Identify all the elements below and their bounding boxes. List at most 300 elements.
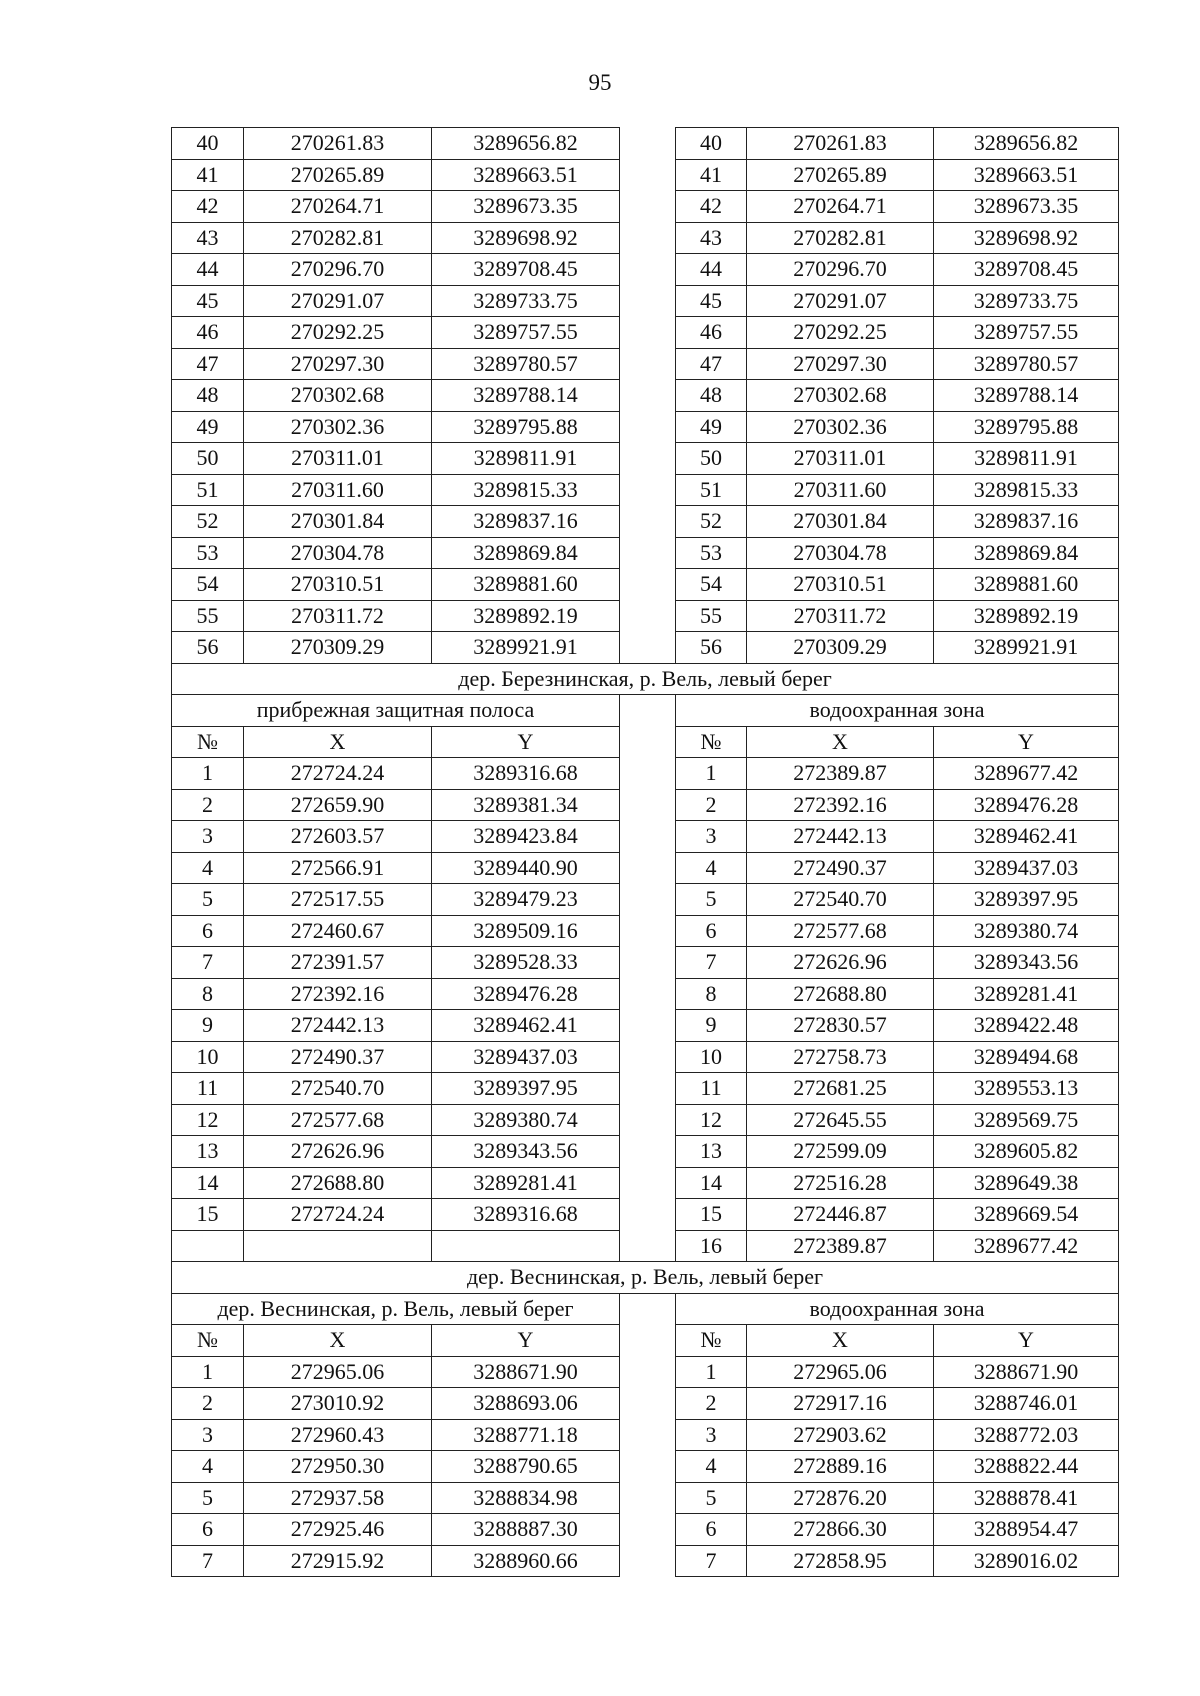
table-row [172,569,1119,601]
left-x-coordinate: 272950.30 [244,1451,432,1483]
column-gap [620,1136,676,1168]
column-gap [620,726,676,758]
left-y-coordinate: 3289673.35 [432,191,620,223]
right-y-coordinate: 3289669.54 [934,1199,1119,1231]
left-y-coordinate: 3288790.65 [432,1451,620,1483]
left-y-coordinate: 3288693.06 [432,1388,620,1420]
right-x-coordinate: 270311.60 [747,474,934,506]
left-x-coordinate: 270311.72 [244,600,432,632]
right-point-number: 5 [676,1482,747,1514]
left-point-number: 11 [172,1073,244,1105]
table-row [172,1482,1119,1514]
column-gap [620,443,676,475]
right-x-coordinate: 270282.81 [747,222,934,254]
right-point-number: 1 [676,758,747,790]
right-x-coordinate: 272389.87 [747,1230,934,1262]
right-x-coordinate: 270309.29 [747,632,934,664]
left-x-coordinate: 272915.92 [244,1545,432,1577]
left-point-number: 6 [172,1514,244,1546]
column-gap [620,348,676,380]
right-x-coordinate: 272903.62 [747,1419,934,1451]
left-subheader: дер. Веснинская, р. Вель, левый берег [172,1293,620,1325]
left-x-coordinate: 270311.01 [244,443,432,475]
right-point-number: 53 [676,537,747,569]
right-point-number: 45 [676,285,747,317]
right-point-number: 9 [676,1010,747,1042]
left-x-coordinate: 270302.68 [244,380,432,412]
table-row [172,1136,1119,1168]
section-subheader-row [172,1293,1119,1325]
column-gap [620,1419,676,1451]
right-point-number: 50 [676,443,747,475]
right-y-coordinate: 3289494.68 [934,1041,1119,1073]
right-y-coordinate: 3289811.91 [934,443,1119,475]
table-row [172,537,1119,569]
right-y-coordinate: 3289569.75 [934,1104,1119,1136]
right-x-coordinate: 272889.16 [747,1451,934,1483]
left-x-coordinate: 270304.78 [244,537,432,569]
left-point-number: 7 [172,947,244,979]
left-point-number: 53 [172,537,244,569]
column-gap [620,222,676,254]
column-gap [620,947,676,979]
right-point-number: 43 [676,222,747,254]
table-row [172,254,1119,286]
left-y-header: Y [432,726,620,758]
column-gap [620,884,676,916]
left-point-number: 5 [172,884,244,916]
left-y-coordinate: 3289795.88 [432,411,620,443]
right-point-number: 7 [676,1545,747,1577]
left-y-coordinate: 3289423.84 [432,821,620,853]
right-y-coordinate: 3289881.60 [934,569,1119,601]
right-y-header: Y [934,726,1119,758]
left-y-coordinate: 3289316.68 [432,1199,620,1231]
column-gap [620,569,676,601]
left-point-number: 12 [172,1104,244,1136]
column-gap [620,915,676,947]
left-point-number: 51 [172,474,244,506]
column-gap [620,128,676,160]
left-x-coordinate: 272391.57 [244,947,432,979]
table-row [172,1451,1119,1483]
left-y-coordinate: 3289281.41 [432,1167,620,1199]
right-subheader: водоохранная зона [676,1293,1119,1325]
left-point-number: 7 [172,1545,244,1577]
left-y-coordinate: 3289663.51 [432,159,620,191]
table-row [172,474,1119,506]
right-point-number: 15 [676,1199,747,1231]
table-row [172,1514,1119,1546]
left-y-coordinate: 3289316.68 [432,758,620,790]
right-y-coordinate: 3289656.82 [934,128,1119,160]
right-point-number: 46 [676,317,747,349]
right-x-coordinate: 272917.16 [747,1388,934,1420]
left-point-number: 10 [172,1041,244,1073]
left-x-coordinate: 272960.43 [244,1419,432,1451]
left-point-number: 42 [172,191,244,223]
left-y-coordinate: 3289780.57 [432,348,620,380]
right-x-coordinate: 270301.84 [747,506,934,538]
table-row [172,884,1119,916]
section-title-row [172,1262,1119,1294]
column-gap [620,1325,676,1357]
left-y-coordinate: 3289437.03 [432,1041,620,1073]
right-y-coordinate: 3289757.55 [934,317,1119,349]
column-gap [620,1388,676,1420]
table-row [172,411,1119,443]
table-row [172,1104,1119,1136]
column-gap [620,695,676,727]
right-y-coordinate: 3288671.90 [934,1356,1119,1388]
column-gap [620,537,676,569]
right-y-coordinate: 3289708.45 [934,254,1119,286]
right-point-number: 52 [676,506,747,538]
right-x-coordinate: 270261.83 [747,128,934,160]
column-gap [620,1356,676,1388]
right-x-coordinate: 270311.01 [747,443,934,475]
right-x-coordinate: 272830.57 [747,1010,934,1042]
left-x-coordinate: 270291.07 [244,285,432,317]
left-x-coordinate: 270297.30 [244,348,432,380]
right-y-coordinate: 3289795.88 [934,411,1119,443]
left-x-coordinate: 272442.13 [244,1010,432,1042]
column-gap [620,821,676,853]
table-row [172,915,1119,947]
right-x-coordinate: 272688.80 [747,978,934,1010]
column-gap [620,1167,676,1199]
left-number-header: № [172,726,244,758]
right-point-number: 2 [676,789,747,821]
right-point-number: 3 [676,821,747,853]
left-point-number: 4 [172,1451,244,1483]
left-point-number: 2 [172,789,244,821]
right-y-coordinate: 3289780.57 [934,348,1119,380]
right-x-coordinate: 272540.70 [747,884,934,916]
left-x-coordinate: 270310.51 [244,569,432,601]
right-x-header: X [747,726,934,758]
column-gap [620,1073,676,1105]
right-x-coordinate: 272490.37 [747,852,934,884]
left-y-coordinate: 3289869.84 [432,537,620,569]
column-gap [620,159,676,191]
right-y-header: Y [934,1325,1119,1357]
right-point-number: 8 [676,978,747,1010]
left-x-coordinate: 272626.96 [244,1136,432,1168]
left-point-number: 15 [172,1199,244,1231]
left-x-header: X [244,726,432,758]
right-number-header: № [676,1325,747,1357]
left-point-number: 48 [172,380,244,412]
left-point-number: 13 [172,1136,244,1168]
table-row [172,285,1119,317]
left-x-coordinate: 272603.57 [244,821,432,853]
table-row [172,222,1119,254]
right-point-number: 40 [676,128,747,160]
right-x-coordinate: 272442.13 [747,821,934,853]
left-x-coordinate: 272659.90 [244,789,432,821]
right-y-coordinate: 3289677.42 [934,1230,1119,1262]
right-y-coordinate: 3289476.28 [934,789,1119,821]
right-y-coordinate: 3289343.56 [934,947,1119,979]
left-y-coordinate: 3289509.16 [432,915,620,947]
left-x-coordinate: 270301.84 [244,506,432,538]
right-point-number: 16 [676,1230,747,1262]
left-x-coordinate: 270292.25 [244,317,432,349]
right-x-coordinate: 272876.20 [747,1482,934,1514]
column-gap [620,474,676,506]
left-x-header: X [244,1325,432,1357]
left-x-coordinate: 272577.68 [244,1104,432,1136]
column-gap [620,1451,676,1483]
left-y-coordinate: 3288960.66 [432,1545,620,1577]
left-point-number [172,1230,244,1262]
right-y-coordinate: 3289733.75 [934,285,1119,317]
right-y-coordinate: 3289677.42 [934,758,1119,790]
right-y-coordinate: 3289649.38 [934,1167,1119,1199]
column-gap [620,1230,676,1262]
left-x-coordinate: 270265.89 [244,159,432,191]
left-y-coordinate: 3289440.90 [432,852,620,884]
right-x-coordinate: 270292.25 [747,317,934,349]
left-y-coordinate: 3289921.91 [432,632,620,664]
left-point-number: 45 [172,285,244,317]
right-point-number: 51 [676,474,747,506]
left-point-number: 44 [172,254,244,286]
column-gap [620,852,676,884]
column-gap [620,1104,676,1136]
left-x-coordinate: 272490.37 [244,1041,432,1073]
right-y-coordinate: 3289397.95 [934,884,1119,916]
right-x-coordinate: 272626.96 [747,947,934,979]
left-y-header: Y [432,1325,620,1357]
left-y-coordinate: 3289733.75 [432,285,620,317]
section-subheader-row [172,695,1119,727]
left-y-coordinate: 3288834.98 [432,1482,620,1514]
page-number: 95 [588,70,612,95]
right-y-coordinate: 3289892.19 [934,600,1119,632]
right-x-header: X [747,1325,934,1357]
left-y-coordinate: 3289656.82 [432,128,620,160]
right-y-coordinate: 3289437.03 [934,852,1119,884]
left-x-coordinate [244,1230,432,1262]
right-x-coordinate: 272758.73 [747,1041,934,1073]
left-x-coordinate: 272688.80 [244,1167,432,1199]
left-x-coordinate: 272392.16 [244,978,432,1010]
right-y-coordinate: 3289673.35 [934,191,1119,223]
left-point-number: 3 [172,821,244,853]
left-point-number: 40 [172,128,244,160]
table-row [172,1230,1119,1262]
column-gap [620,191,676,223]
left-point-number: 50 [172,443,244,475]
column-gap [620,411,676,443]
right-x-coordinate: 270302.36 [747,411,934,443]
right-subheader: водоохранная зона [676,695,1119,727]
left-point-number: 54 [172,569,244,601]
right-point-number: 1 [676,1356,747,1388]
section-title: дер. Веснинская, р. Вель, левый берег [172,1262,1119,1294]
right-point-number: 7 [676,947,747,979]
left-point-number: 55 [172,600,244,632]
left-y-coordinate: 3289476.28 [432,978,620,1010]
table-row [172,1010,1119,1042]
left-x-coordinate: 272925.46 [244,1514,432,1546]
right-point-number: 3 [676,1419,747,1451]
column-gap [620,506,676,538]
right-number-header: № [676,726,747,758]
right-y-coordinate: 3289698.92 [934,222,1119,254]
left-y-coordinate: 3289815.33 [432,474,620,506]
left-point-number: 6 [172,915,244,947]
column-gap [620,1545,676,1577]
right-point-number: 55 [676,600,747,632]
left-y-coordinate: 3289881.60 [432,569,620,601]
table-row [172,789,1119,821]
left-point-number: 47 [172,348,244,380]
left-x-coordinate: 272566.91 [244,852,432,884]
table-row [172,159,1119,191]
left-point-number: 41 [172,159,244,191]
table-row [172,1199,1119,1231]
left-y-coordinate: 3288771.18 [432,1419,620,1451]
left-y-coordinate: 3289837.16 [432,506,620,538]
right-x-coordinate: 270265.89 [747,159,934,191]
left-y-coordinate: 3289380.74 [432,1104,620,1136]
left-y-coordinate: 3289708.45 [432,254,620,286]
left-x-coordinate: 272460.67 [244,915,432,947]
left-x-coordinate: 270296.70 [244,254,432,286]
right-y-coordinate: 3288772.03 [934,1419,1119,1451]
right-x-coordinate: 270296.70 [747,254,934,286]
right-x-coordinate: 270302.68 [747,380,934,412]
left-x-coordinate: 272540.70 [244,1073,432,1105]
right-point-number: 41 [676,159,747,191]
column-gap [620,285,676,317]
right-x-coordinate: 272389.87 [747,758,934,790]
left-x-coordinate: 270282.81 [244,222,432,254]
left-number-header: № [172,1325,244,1357]
left-y-coordinate: 3289397.95 [432,1073,620,1105]
left-x-coordinate: 273010.92 [244,1388,432,1420]
left-point-number: 2 [172,1388,244,1420]
table-row [172,1073,1119,1105]
left-x-coordinate: 272517.55 [244,884,432,916]
table-row [172,1419,1119,1451]
right-point-number: 6 [676,1514,747,1546]
column-gap [620,1514,676,1546]
right-x-coordinate: 270310.51 [747,569,934,601]
right-y-coordinate: 3289837.16 [934,506,1119,538]
table-row [172,821,1119,853]
column-gap [620,600,676,632]
column-gap [620,317,676,349]
left-point-number: 4 [172,852,244,884]
right-y-coordinate: 3289663.51 [934,159,1119,191]
right-y-coordinate: 3288954.47 [934,1514,1119,1546]
column-gap [620,789,676,821]
left-point-number: 5 [172,1482,244,1514]
left-y-coordinate: 3289698.92 [432,222,620,254]
left-x-coordinate: 272937.58 [244,1482,432,1514]
section-title-row [172,663,1119,695]
left-y-coordinate [432,1230,620,1262]
right-point-number: 4 [676,1451,747,1483]
table-row [172,1356,1119,1388]
right-y-coordinate: 3289788.14 [934,380,1119,412]
left-point-number: 3 [172,1419,244,1451]
right-y-coordinate: 3289815.33 [934,474,1119,506]
table-row [172,1167,1119,1199]
right-y-coordinate: 3288878.41 [934,1482,1119,1514]
left-point-number: 1 [172,758,244,790]
right-x-coordinate: 272446.87 [747,1199,934,1231]
left-x-coordinate: 270309.29 [244,632,432,664]
table-row [172,600,1119,632]
right-point-number: 47 [676,348,747,380]
left-point-number: 8 [172,978,244,1010]
right-y-coordinate: 3289869.84 [934,537,1119,569]
table-row [172,1545,1119,1577]
right-y-coordinate: 3289605.82 [934,1136,1119,1168]
left-x-coordinate: 272724.24 [244,758,432,790]
column-header-row [172,726,1119,758]
right-x-coordinate: 270264.71 [747,191,934,223]
left-y-coordinate: 3289528.33 [432,947,620,979]
right-x-coordinate: 272965.06 [747,1356,934,1388]
right-y-coordinate: 3288822.44 [934,1451,1119,1483]
left-y-coordinate: 3289479.23 [432,884,620,916]
right-x-coordinate: 272516.28 [747,1167,934,1199]
right-point-number: 5 [676,884,747,916]
left-x-coordinate: 270311.60 [244,474,432,506]
left-x-coordinate: 272965.06 [244,1356,432,1388]
right-x-coordinate: 270311.72 [747,600,934,632]
right-y-coordinate: 3289462.41 [934,821,1119,853]
right-point-number: 44 [676,254,747,286]
table-row [172,128,1119,160]
column-gap [620,1041,676,1073]
column-gap [620,758,676,790]
right-x-coordinate: 272866.30 [747,1514,934,1546]
table-row [172,380,1119,412]
left-y-coordinate: 3289811.91 [432,443,620,475]
table-row [172,632,1119,664]
table-row [172,852,1119,884]
left-point-number: 9 [172,1010,244,1042]
right-point-number: 13 [676,1136,747,1168]
right-point-number: 4 [676,852,747,884]
right-x-coordinate: 272645.55 [747,1104,934,1136]
left-y-coordinate: 3289788.14 [432,380,620,412]
left-y-coordinate: 3289462.41 [432,1010,620,1042]
right-point-number: 48 [676,380,747,412]
column-gap [620,1293,676,1325]
right-point-number: 12 [676,1104,747,1136]
left-x-coordinate: 270264.71 [244,191,432,223]
column-gap [620,254,676,286]
table-row [172,317,1119,349]
left-y-coordinate: 3289343.56 [432,1136,620,1168]
right-x-coordinate: 272681.25 [747,1073,934,1105]
right-point-number: 10 [676,1041,747,1073]
column-gap [620,1482,676,1514]
table-row [172,191,1119,223]
left-point-number: 1 [172,1356,244,1388]
column-gap [620,1010,676,1042]
left-point-number: 49 [172,411,244,443]
table-row [172,978,1119,1010]
